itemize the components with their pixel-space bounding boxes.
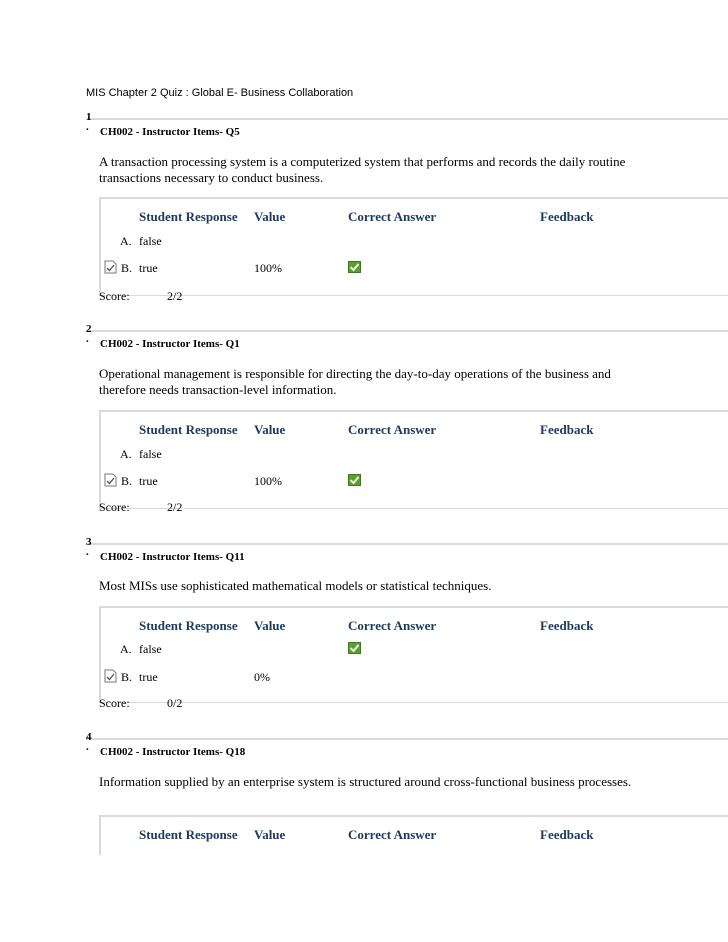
question-heading: CH002 - Instructor Items- Q18 xyxy=(100,746,246,758)
option-answer: true xyxy=(139,261,158,275)
col-value: Value xyxy=(254,209,286,224)
option-answer: false xyxy=(139,642,162,656)
option-answer: false xyxy=(139,447,162,461)
question-number: 4 . xyxy=(86,731,92,753)
score-label: Score: xyxy=(99,500,130,514)
col-student-response: Student Response xyxy=(139,618,238,633)
option-letter: A. xyxy=(120,642,132,656)
col-correct-answer: Correct Answer xyxy=(348,422,437,437)
col-student-response: Student Response xyxy=(139,209,238,224)
option-letter: B. xyxy=(121,474,133,488)
option-letter: A. xyxy=(120,234,132,248)
score-value: 2/2 xyxy=(167,289,183,303)
option-value: 100% xyxy=(254,474,282,488)
score-value: 2/2 xyxy=(167,500,183,514)
response-table xyxy=(99,815,728,855)
option-answer: true xyxy=(139,474,158,488)
col-feedback: Feedback xyxy=(540,209,594,224)
selected-answer-icon xyxy=(104,260,117,274)
selected-answer-icon xyxy=(104,473,117,487)
col-feedback: Feedback xyxy=(540,618,594,633)
question-divider xyxy=(86,543,728,545)
col-feedback: Feedback xyxy=(540,827,594,842)
correct-answer-check-icon xyxy=(348,642,361,654)
score-value: 0/2 xyxy=(167,696,183,710)
question-text: Operational management is responsible for directing the day-to-day operations of the business and therefore needs transaction-level information. xyxy=(99,366,611,397)
score xyxy=(99,500,183,515)
question-text: Most MISs use sophisticated mathematical models or statistical techniques. xyxy=(99,578,492,593)
col-value: Value xyxy=(254,618,286,633)
col-correct-answer: Correct Answer xyxy=(348,209,437,224)
question-heading: CH002 - Instructor Items- Q11 xyxy=(100,551,245,563)
question-number: 2 . xyxy=(86,323,92,345)
col-value: Value xyxy=(254,422,286,437)
col-feedback: Feedback xyxy=(540,422,594,437)
col-student-response: Student Response xyxy=(139,827,238,842)
col-value: Value xyxy=(254,827,286,842)
option-value: 100% xyxy=(254,261,282,275)
question-number: 3 . xyxy=(86,536,92,558)
response-table xyxy=(99,410,728,509)
score xyxy=(99,696,183,711)
question-divider xyxy=(86,118,728,120)
option-letter: B. xyxy=(121,670,133,684)
option-letter: B. xyxy=(121,261,133,275)
col-correct-answer: Correct Answer xyxy=(348,827,437,842)
question-text: Information supplied by an enterprise system is structured around cross-functional business processes. xyxy=(99,774,632,789)
option-value: 0% xyxy=(254,670,270,684)
option-letter: A. xyxy=(120,447,132,461)
response-table xyxy=(99,197,728,296)
response-table xyxy=(99,606,728,703)
col-student-response: Student Response xyxy=(139,422,238,437)
option-answer: true xyxy=(139,670,158,684)
col-correct-answer: Correct Answer xyxy=(348,618,437,633)
question-text: A transaction processing system is a computerized system that performs and records the daily routine transactions necessary to conduct business. xyxy=(99,154,626,185)
question-number: 1 . xyxy=(86,111,92,133)
selected-answer-icon xyxy=(104,669,117,683)
score-label: Score: xyxy=(99,696,130,710)
question-divider xyxy=(86,738,728,740)
question-divider xyxy=(86,330,728,332)
option-answer: false xyxy=(139,234,162,248)
score-label: Score: xyxy=(99,289,130,303)
correct-answer-check-icon xyxy=(348,261,361,273)
score xyxy=(99,289,183,304)
correct-answer-check-icon xyxy=(348,474,361,486)
question-heading: CH002 - Instructor Items- Q1 xyxy=(100,338,240,350)
document-title: MIS Chapter 2 Quiz : Global E- Business Collaboration xyxy=(86,87,354,99)
question-heading: CH002 - Instructor Items- Q5 xyxy=(100,126,240,138)
